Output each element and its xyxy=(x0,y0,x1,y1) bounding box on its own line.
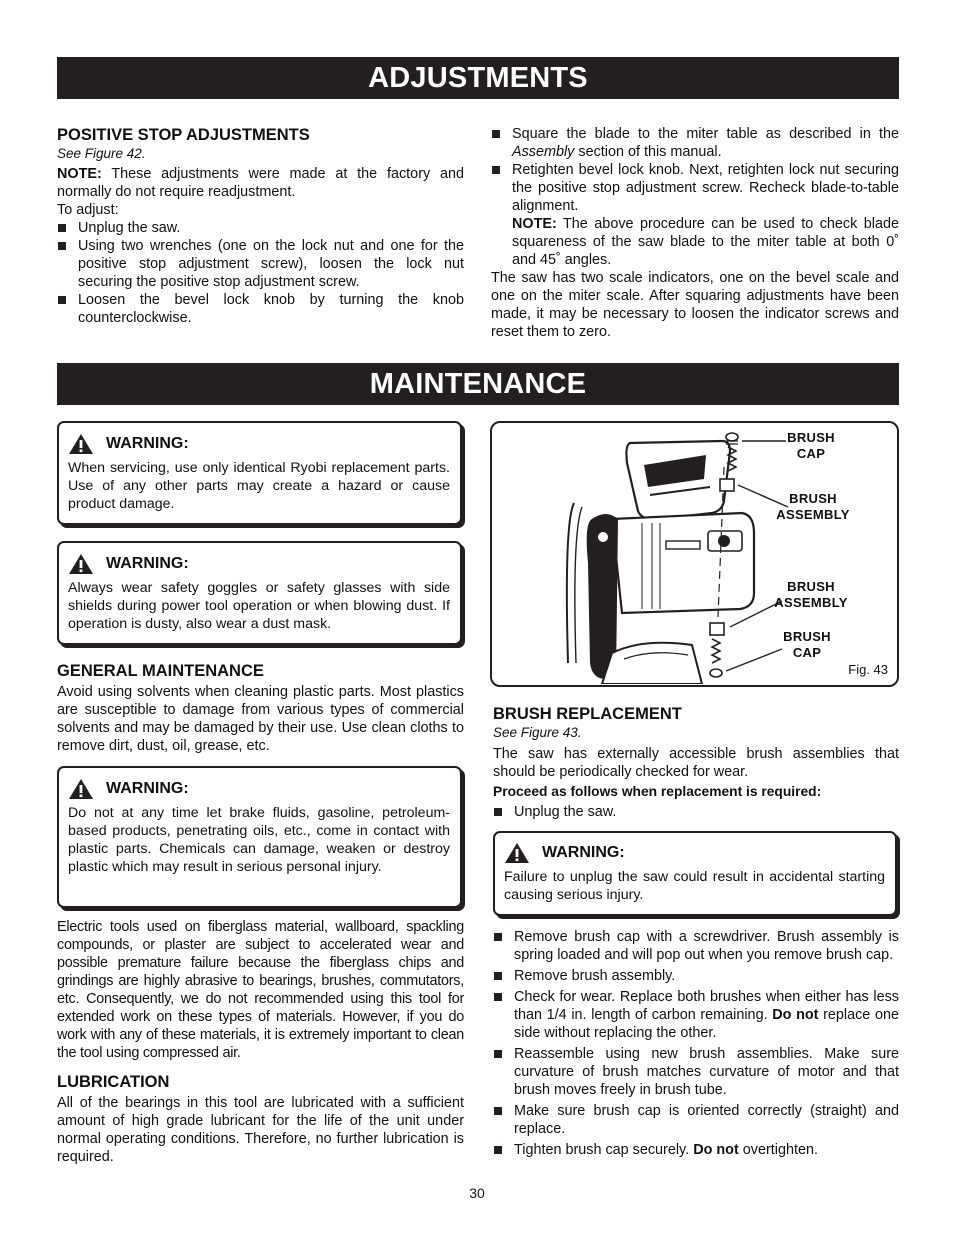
to-adjust-label: To adjust: xyxy=(57,202,119,218)
warning-title: WARNING: xyxy=(106,555,189,572)
list-item: Tighten brush cap securely. Do not overtighten. xyxy=(493,1141,899,1159)
maintenance-banner: MAINTENANCE xyxy=(57,363,899,405)
warning-box-replacement-parts xyxy=(57,421,462,525)
brush-intro-text: The saw has externally accessible brush assemblies that should be periodically checked for wear. xyxy=(493,746,899,780)
proceed-text: Proceed as follows when replacement is required: xyxy=(493,784,822,799)
scale-indicators-paragraph: The saw has two scale indicators, one on the bevel scale and one on the miter scale. After squaring adjustments have been made, it may be necessary to loosen the indicator screws and reset them to zero. xyxy=(491,270,899,340)
list-item: Using two wrenches (one on the lock nut and one for the positive stop adjustment screw), loosen the lock nut securing the positive stop adjustment screw. xyxy=(57,237,464,291)
warning-box-chemicals xyxy=(57,766,462,908)
positive-stop-steps xyxy=(57,219,464,327)
see-figure-42: See Figure 42. xyxy=(57,146,146,161)
warning-text: Failure to unplug the saw could result in accidental starting causing serious injury. xyxy=(504,869,885,903)
warning-box-safety-goggles xyxy=(57,541,462,645)
list-item: Check for wear. Replace both brushes when either has less than 1/4 in. length of carbon remaining. Do not replace one side without replacing the other. xyxy=(493,988,899,1042)
list-item: Retighten bevel lock knob. Next, retighten lock nut securing the positive stop adjustment screw. Recheck blade-to-table alignment. xyxy=(491,161,899,215)
warning-text: When servicing, use only identical Ryobi replacement parts. Use of any other parts may create a hazard or cause product damage. xyxy=(68,460,450,512)
warning-title: WARNING: xyxy=(542,844,625,861)
warning-title: WARNING: xyxy=(106,435,189,452)
brush-replacement-section xyxy=(493,704,899,821)
positive-stop-note: NOTE: These adjustments were made at the factory and normally do not require readjustment. xyxy=(57,166,464,200)
adjustments-banner: ADJUSTMENTS xyxy=(57,57,899,99)
list-item: Remove brush cap with a screwdriver. Brush assembly is spring loaded and will pop out when you remove brush cap. xyxy=(493,928,899,964)
brush-replacement-heading: BRUSH REPLACEMENT xyxy=(493,705,682,723)
brush-steps xyxy=(493,928,899,1159)
page-number: 30 xyxy=(469,1185,485,1201)
warning-triangle-icon xyxy=(68,553,94,575)
list-item: Unplug the saw. xyxy=(57,219,464,237)
warning-triangle-icon xyxy=(68,433,94,455)
callout-brush-cap-top: BRUSH CAP xyxy=(787,430,835,461)
list-item: Loosen the bevel lock knob by turning the knob counterclockwise. xyxy=(57,291,464,327)
callout-brush-assembly-bottom: BRUSH ASSEMBLY xyxy=(774,579,848,610)
positive-stop-heading: POSITIVE STOP ADJUSTMENTS xyxy=(57,126,310,144)
list-item: Square the blade to the miter table as described in the Assembly section of this manual. xyxy=(491,125,899,161)
warning-triangle-icon xyxy=(68,778,94,800)
lubrication-text: All of the bearings in this tool are lubricated with a sufficient amount of high grade lubricant for the life of the unit under normal operating conditions. Therefore, no further lubrication is required. xyxy=(57,1095,464,1165)
warning-text: Always wear safety goggles or safety glasses with side shields during power tool operation or when blowing dust. If operation is dusty, also wear a dust mask. xyxy=(68,580,450,632)
warning-triangle-icon xyxy=(504,842,530,864)
list-item: Reassemble using new brush assemblies. Make sure curvature of brush matches curvature of motor and that brush moves freely in brush tube. xyxy=(493,1045,899,1099)
list-item: Remove brush assembly. xyxy=(493,967,899,985)
list-item: Make sure brush cap is oriented correctly (straight) and replace. xyxy=(493,1102,899,1138)
figure-43 xyxy=(490,421,899,687)
figure-label: Fig. 43 xyxy=(848,662,888,677)
fiberglass-paragraph: Electric tools used on fiberglass material, wallboard, spackling compounds, or plaster are subject to accelerated wear and possible premature failure because the fiberglass chips and grindings are highly abrasive to bearings, brushes, commutators, etc. Consequently, we do not recommended using this tool for extended work on these types of materials. However, if you do work with any of these materials, it is extremely important to clean the tool using compressed air. xyxy=(57,919,464,1061)
warning-title: WARNING: xyxy=(106,780,189,797)
fiberglass-section xyxy=(57,918,464,1166)
list-item: Unplug the saw. xyxy=(493,803,899,821)
general-maintenance-text: Avoid using solvents when cleaning plastic parts. Most plastics are susceptible to damage from various types of commercial solvents and may be damaged by their use. Use clean cloths to remove dirt, dust, oil, grease, etc. xyxy=(57,684,464,754)
callout-brush-cap-bottom: BRUSH CAP xyxy=(783,629,831,660)
adjustments-right-column xyxy=(491,125,899,341)
see-figure-43: See Figure 43. xyxy=(493,725,582,740)
positive-stop-section xyxy=(57,125,464,327)
callout-brush-assembly-top: BRUSH ASSEMBLY xyxy=(776,491,850,522)
lubrication-heading: LUBRICATION xyxy=(57,1073,170,1091)
warning-box-unplug xyxy=(493,831,897,916)
squareness-note: NOTE: The above procedure can be used to check blade squareness of the saw blade to the miter table at both 0˚ and 45˚ angles. xyxy=(512,216,899,268)
warning-text: Do not at any time let brake fluids, gasoline, petroleum-based products, penetrating oils, etc., come in contact with plastic parts. Chemicals can damage, weaken or destroy plastic which may result in serious personal injury. xyxy=(68,805,450,875)
general-maintenance-section xyxy=(57,661,464,755)
general-maintenance-heading: GENERAL MAINTENANCE xyxy=(57,662,264,680)
